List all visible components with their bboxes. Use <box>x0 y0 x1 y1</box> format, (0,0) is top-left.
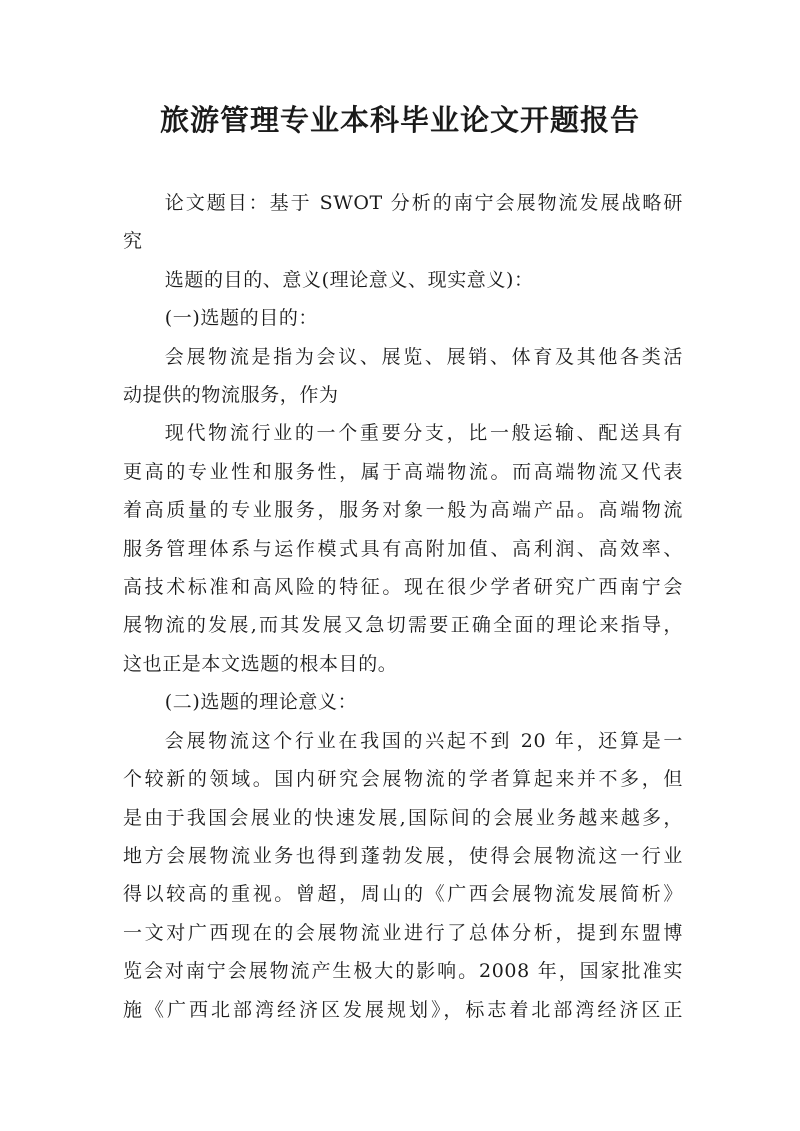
text-line: (二)选题的理论意义： <box>164 691 358 714</box>
text-line: 会展物流这个行业在我国的兴起不到 20 年，还算是一 <box>164 729 683 752</box>
text-line: 一文对广西现在的会展物流业进行了总体分析，提到东盟博 <box>123 921 683 944</box>
text-line: 服务管理体系与运作模式具有高附加值、高利润、高效率、 <box>123 537 683 560</box>
section-heading-theory <box>123 683 683 721</box>
text-line: 高技术标准和高风险的特征。现在很少学者研究广西南宁会 <box>123 576 683 599</box>
text-line: 施《广西北部湾经济区发展规划》，标志着北部湾经济区正 <box>123 998 683 1021</box>
text-line: (一)选题的目的： <box>164 307 319 330</box>
text-line: 个较新的领域。国内研究会展物流的学者算起来并不多，但 <box>123 768 683 791</box>
text-line: 现代物流行业的一个重要分支，比一般运输、配送具有 <box>164 422 683 445</box>
document-body <box>123 184 683 1029</box>
paragraph-purpose-heading <box>123 261 683 299</box>
section-heading-purpose <box>123 299 683 337</box>
text-line: 着高质量的专业服务，服务对象一般为高端产品。高端物流 <box>123 499 683 522</box>
text-line: 动提供的物流服务，作为 <box>123 384 339 407</box>
text-line: 究 <box>123 230 143 253</box>
text-line: 选题的目的、意义(理论意义、现实意义)： <box>164 268 534 291</box>
paragraph-thesis-topic <box>123 184 683 261</box>
text-line: 览会对南宁会展物流产生极大的影响。2008 年，国家批准实 <box>123 960 683 983</box>
paragraph-theory-significance <box>123 722 683 1029</box>
text-line: 会展物流是指为会议、展览、展销、体育及其他各类活 <box>164 345 683 368</box>
paragraph-modern-logistics <box>123 414 683 683</box>
document-title: 旅游管理专业本科毕业论文开题报告 <box>159 103 640 137</box>
text-line: 展物流的发展,而其发展又急切需要正确全面的理论来指导， <box>123 614 683 637</box>
paragraph-definition <box>123 338 683 415</box>
text-line: 论文题目：基于 SWOT 分析的南宁会展物流发展战略研 <box>164 192 683 214</box>
text-line: 这也正是本文选题的根本目的。 <box>123 652 398 675</box>
text-line: 是由于我国会展业的快速发展,国际间的会展业务越来越多， <box>123 806 683 829</box>
text-line: 更高的专业性和服务性，属于高端物流。而高端物流又代表 <box>123 460 683 483</box>
text-line: 得以较高的重视。曾超，周山的《广西会展物流发展简析》 <box>123 883 683 906</box>
text-line: 地方会展物流业务也得到蓬勃发展，使得会展物流这一行业 <box>123 844 683 867</box>
